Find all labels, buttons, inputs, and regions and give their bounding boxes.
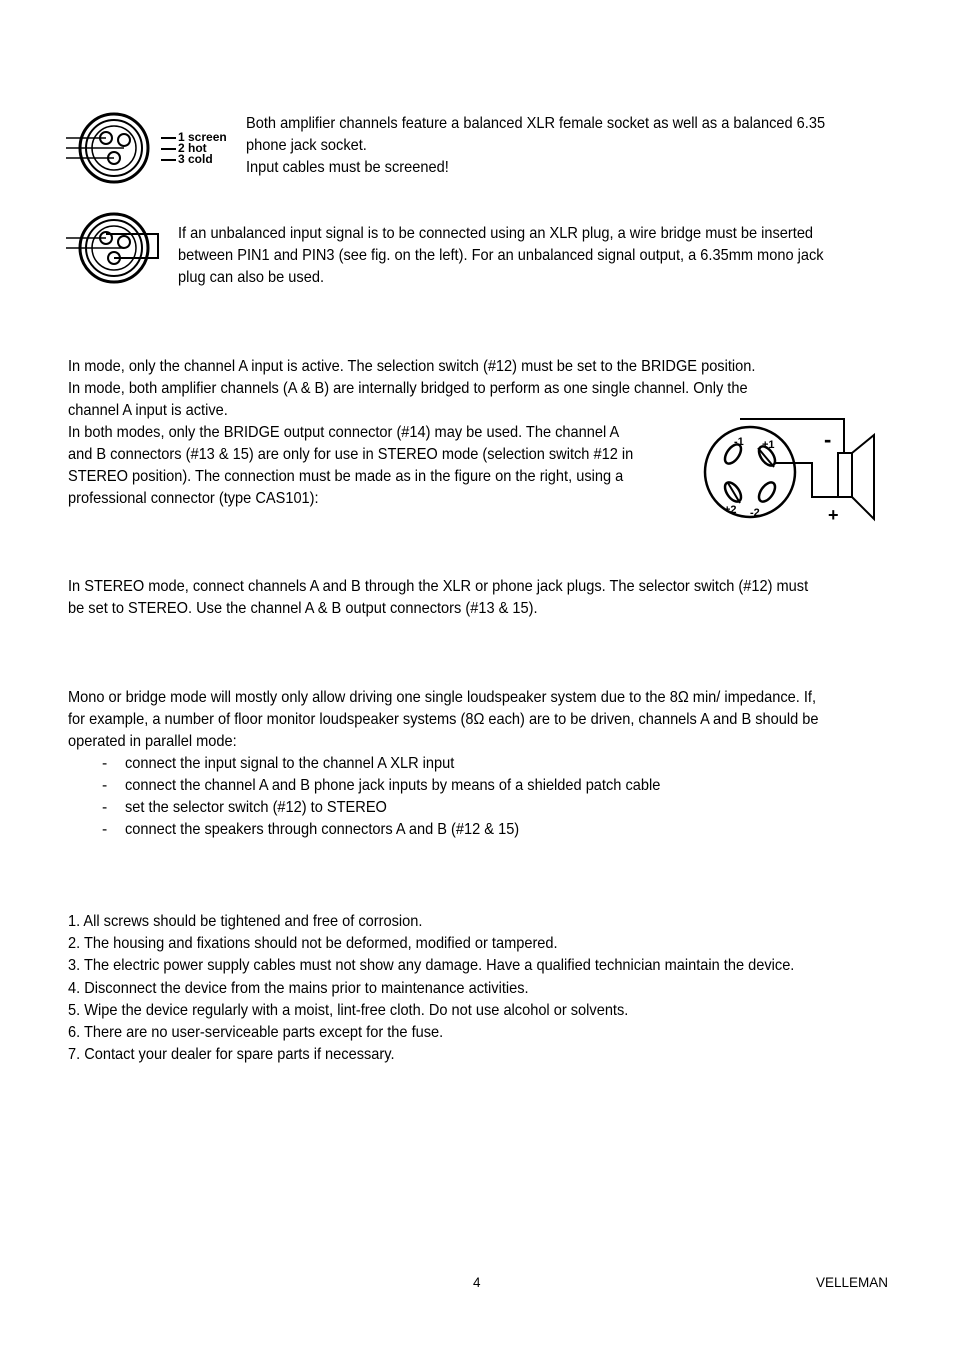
list-item: connect the input signal to the channel A XLR input bbox=[125, 755, 455, 772]
maintenance-item: 3. The electric power supply cables must not show any damage. Have a qualified technician maintain the device. bbox=[68, 957, 795, 974]
bridge-line-4: In both modes, only the BRIDGE output connector (#14) may be used. The channel A bbox=[68, 424, 620, 441]
bridge-line-5: and B connectors (#13 & 15) are only for use in STEREO mode (selection switch #12 in bbox=[68, 446, 634, 463]
bridge-line-7: professional connector (type CAS101): bbox=[68, 490, 319, 507]
list-item: connect the channel A and B phone jack inputs by means of a shielded patch cable bbox=[125, 777, 661, 794]
pin-label-plus1: +1 bbox=[762, 439, 775, 451]
xlr-balanced-line-3: Input cables must be screened! bbox=[246, 159, 449, 176]
bullet-dash: - bbox=[102, 799, 108, 816]
terminal-plus: + bbox=[828, 505, 839, 525]
xlr-unbalanced-line-1: If an unbalanced input signal is to be connected using an XLR plug, a wire bridge must be inserted bbox=[178, 225, 814, 242]
bridge-line-2: In mode, both amplifier channels (A & B) are internally bridged to perform as one single channel. Only the bbox=[68, 380, 748, 397]
terminal-minus: - bbox=[824, 427, 832, 452]
pin-label-cold: 3 cold bbox=[178, 152, 213, 166]
bullet-dash: - bbox=[102, 821, 108, 838]
xlr-balanced-line-2: phone jack socket. bbox=[246, 137, 367, 154]
xlr-unbalanced-line-2: between PIN1 and PIN3 (see fig. on the left). For an unbalanced signal output, a 6.35mm mono jack bbox=[178, 247, 824, 264]
parallel-line-2: for example, a number of floor monitor loudspeaker systems (8Ω each) are to be driven, channels A and B should be bbox=[68, 711, 819, 728]
maintenance-item: 5. Wipe the device regularly with a moist, lint-free cloth. Do not use alcohol or solvents. bbox=[68, 1002, 629, 1019]
xlr-unbalanced-figure bbox=[66, 210, 166, 286]
pin-label-hot: 2 hot bbox=[178, 141, 207, 155]
bridge-line-1: In mode, only the channel A input is active. The selection switch (#12) must be set to the BRIDGE position. bbox=[68, 358, 756, 375]
xlr-balanced-line-1: Both amplifier channels feature a balanced XLR female socket as well as a balanced 6.35 bbox=[246, 115, 826, 132]
bridge-line-3: channel A input is active. bbox=[68, 402, 228, 419]
bridge-line-6: STEREO position). The connection must be made as in the figure on the right, using a bbox=[68, 468, 624, 485]
maintenance-item: 6. There are no user-serviceable parts except for the fuse. bbox=[68, 1024, 444, 1041]
bullet-dash: - bbox=[102, 755, 108, 772]
maintenance-item: 2. The housing and fixations should not be deformed, modified or tampered. bbox=[68, 935, 558, 952]
pin-label-minus2: -2 bbox=[750, 507, 760, 519]
maintenance-item: 7. Contact your dealer for spare parts if necessary. bbox=[68, 1046, 395, 1063]
list-item: set the selector switch (#12) to STEREO bbox=[125, 799, 387, 816]
maintenance-item: 4. Disconnect the device from the mains prior to maintenance activities. bbox=[68, 980, 529, 997]
bullet-dash: - bbox=[102, 777, 108, 794]
maintenance-item: 1. All screws should be tightened and free of corrosion. bbox=[68, 913, 423, 930]
stereo-line-1: In STEREO mode, connect channels A and B through the XLR or phone jack plugs. The selector switch (#12) must bbox=[68, 578, 809, 595]
list-item: connect the speakers through connectors A and B (#12 & 15) bbox=[125, 821, 520, 838]
xlr-balanced-figure bbox=[66, 110, 238, 186]
xlr-unbalanced-line-3: plug can also be used. bbox=[178, 269, 325, 286]
pin-label-plus2: +2 bbox=[724, 504, 737, 516]
pin-label-minus1: -1 bbox=[734, 436, 744, 448]
pin-label-screen: 1 screen bbox=[178, 130, 227, 144]
parallel-line-3: operated in parallel mode: bbox=[68, 733, 237, 750]
page-number: 4 bbox=[473, 1275, 481, 1290]
stereo-line-2: be set to STEREO. Use the channel A & B output connectors (#13 & 15). bbox=[68, 600, 538, 617]
speakon-connector-figure bbox=[700, 415, 880, 525]
parallel-line-1: Mono or bridge mode will mostly only allow driving one single loudspeaker system due to the 8Ω min/ impedance. If, bbox=[68, 689, 817, 706]
brand-name: VELLEMAN bbox=[816, 1275, 889, 1290]
